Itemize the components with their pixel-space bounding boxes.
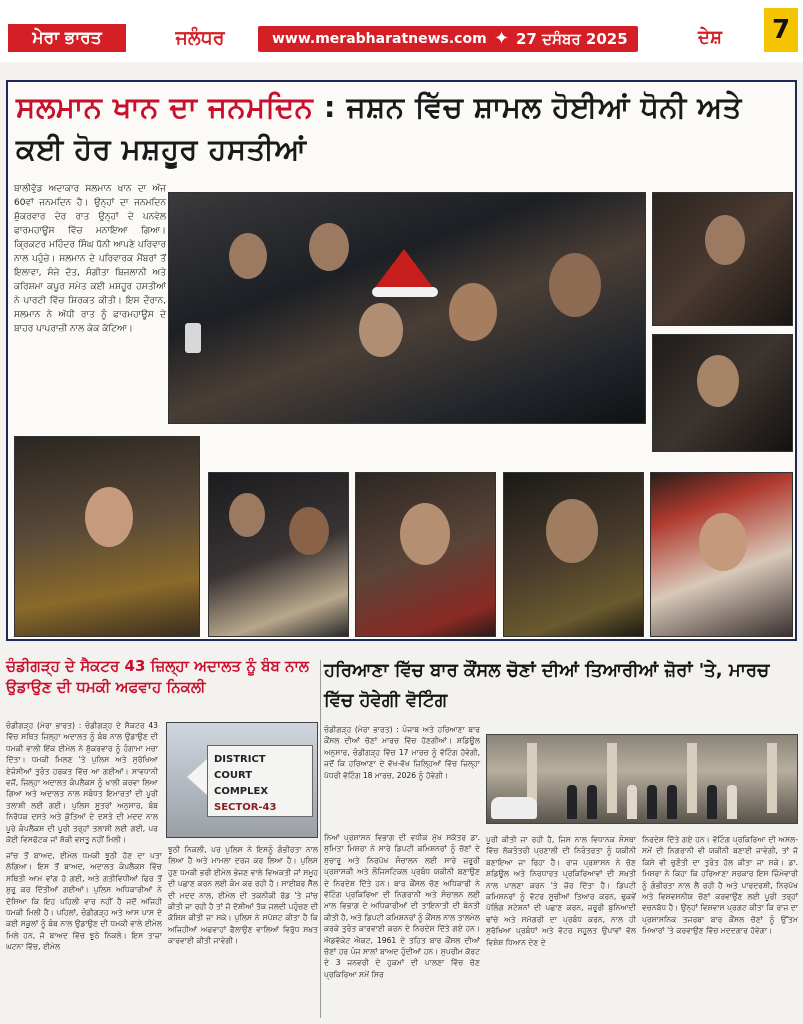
person <box>667 785 677 819</box>
masthead <box>0 0 803 62</box>
pillar <box>607 743 617 813</box>
city-label: ਜਲੰਧਰ <box>175 27 225 49</box>
website-url[interactable]: www.merabharatnews.com <box>272 31 487 47</box>
crowd-face <box>449 283 497 341</box>
car <box>491 797 537 819</box>
santa-hat-icon <box>374 249 434 289</box>
pillar <box>687 743 697 813</box>
photo-salman-crowd[interactable] <box>168 192 646 424</box>
guest-face <box>546 499 598 563</box>
story-body: ਚੰਡੀਗੜ੍ਹ (ਮੇਰਾ ਭਾਰਤ) : ਚੰਡੀਗੜ੍ਹ ਦੇ ਸੈਕਟਰ 43 ਵਿੱਚ ਸਥਿਤ ਜ਼ਿਲ੍ਹਾ ਅਦਾਲਤ ਨੂੰ ਬੰਬ ਨਾਲ ਉਡਾਉਣ ਦੀ ਧਮਕੀ ਵਾਲੀ ਇੱਕ ਈਮੇਲ ਨੇ ਸ਼ੁੱਕਰਵਾਰ ਨੂੰ ਹੰਗਾਮਾ ਮਚਾ ਦਿੱਤਾ। ਧਮਕੀ ਮਿਲਣ 'ਤੇ ਪੁਲਿਸ ਅਤੇ ਸੁਰੱਖਿਆ ਏਜੰਸੀਆਂ ਤੁਰੰਤ ਹਰਕਤ ਵਿੱਚ ਆ ਗਈਆਂ। ਸਾਵਧਾਨੀ ਵਜੋਂ, ਜ਼ਿਲ੍ਹਾ ਅਦਾਲਤ ਕੰਪਲੈਕਸ ਨੂੰ ਖਾਲੀ ਕਰਵਾ ਲਿਆ ਗਿਆ ਅਤੇ ਅਦਾਲਤ ਨਾਲ ਸਬੰਧਤ ਇਮਾਰਤਾਂ ਦੀ ਪੂਰੀ ਤਲਾਸ਼ੀ ਲਈ ਗਈ। ਪੁਲਿਸ ਸੂਤਰਾਂ ਅਨੁਸਾਰ, ਬੰਬ ਨਿਰੋਧਕ ਦਸਤੇ ਅਤੇ ਕੁੱਤਿਆਂ ਦੇ ਦਸਤੇ ਦੀ ਮਦਦ ਨਾਲ ਪੂਰੇ ਕੰਪਲੈਕਸ ਦੀ ਪੂਰੀ ਤਰ੍ਹਾਂ ਤਲਾਸ਼ੀ ਲਈ ਗਈ, ਪਰ ਕੋਈ ਵਿਸਫੋਟਕ ਜਾਂ ਸ਼ੱਕੀ ਵਸਤੂ ਨਹੀਂ ਮਿਲੀ। <box>6 721 158 845</box>
person <box>587 785 597 819</box>
crowd-face <box>359 303 403 357</box>
dutt-face <box>697 355 739 407</box>
issue-date: 27 ਦਸੰਬਰ 2025 <box>516 30 628 48</box>
headline-bar-council-elections[interactable]: ਹਰਿਆਣਾ ਵਿੱਚ ਬਾਰ ਕੌਂਸਲ ਚੋਣਾਂ ਦੀਆਂ ਤਿਆਰੀਆਂ ਜ਼ੋਰਾਂ 'ਤੇ, ਮਾਰਚ ਵਿੱਚ ਹੋਵੇਗੀ ਵੋਟਿੰਗ <box>324 660 770 711</box>
story-bar-council-elections <box>324 656 798 1020</box>
guest-face <box>229 493 265 537</box>
story-body: ਨਿਆਂ ਪ੍ਰਸ਼ਾਸਨ ਵਿਭਾਗ ਦੀ ਵਧੀਕ ਮੁੱਖ ਸਕੱਤਰ ਡਾ. ਸੁਮਿਤਾ ਮਿਸ਼ਰਾ ਨੇ ਸਾਰੇ ਡਿਪਟੀ ਕਮਿਸ਼ਨਰਾਂ ਨੂੰ ਚੋਣਾਂ ਦੇ ਸੁਚਾਰੂ ਅਤੇ ਨਿਰਪੱਖ ਸੰਚਾਲਨ ਲਈ ਸਾਰੇ ਜ਼ਰੂਰੀ ਪ੍ਰਸ਼ਾਸਕੀ ਅਤੇ ਲੌਜਿਸਟਿਕਲ ਪ੍ਰਬੰਧ ਯਕੀਨੀ ਬਣਾਉਣ ਦੇ ਨਿਰਦੇਸ਼ ਦਿੱਤੇ ਹਨ। ਬਾਰ ਕੌਂਸਲ ਚੋਣ ਅਧਿਕਾਰੀ ਨੇ ਵੋਟਿੰਗ ਪ੍ਰਕਿਰਿਆ ਦੀ ਨਿਗਰਾਨੀ ਅਤੇ ਸੰਚਾਲਨ ਲਈ ਮਾਲ ਵਿਭਾਗ ਦੇ ਅਧਿਕਾਰੀਆਂ ਦੀ ਤਾਇਨਾਤੀ ਦੀ ਬੇਨਤੀ ਕੀਤੀ ਹੈ, ਅਤੇ ਡਿਪਟੀ ਕਮਿਸ਼ਨਰਾਂ ਨੂੰ ਕੌਂਸਲ ਨਾਲ ਤਾਲਮੇਲ ਕਰਕੇ ਤੁਰੰਤ ਕਾਰਵਾਈ ਕਰਨ ਦੇ ਨਿਰਦੇਸ਼ ਦਿੱਤੇ ਗਏ ਹਨ। ਐਡਵੋਕੇਟ ਐਕਟ, 1961 ਦੇ ਤਹਿਤ ਬਾਰ ਕੌਂਸਲ ਦੀਆਂ ਚੋਣਾਂ ਹਰ ਪੰਜ ਸਾਲਾਂ ਬਾਅਦ ਹੁੰਦੀਆਂ ਹਨ। ਸੁਪਰੀਮ ਕੋਰਟ ਦੇ 3 ਜਨਵਰੀ ਦੇ ਹੁਕਮਾਂ ਦੀ ਪਾਲਣਾ ਵਿੱਚ ਚੋਣ ਪ੍ਰਕਿਰਿਆ ਸਮੇਂ ਸਿਰ <box>324 833 480 979</box>
story-body: ਪੂਰੀ ਕੀਤੀ ਜਾ ਰਹੀ ਹੈ, ਜਿਸ ਨਾਲ ਵਿਧਾਨਕ ਸੰਸਥਾ ਵਿੱਚ ਲੋਕਤੰਤਰੀ ਪ੍ਰਣਾਲੀ ਦੀ ਨਿਰੰਤਰਤਾ ਨੂੰ ਯਕੀਨੀ ਬਣਾਇਆ ਜਾ ਰਿਹਾ ਹੈ। ਰਾਜ ਪ੍ਰਸ਼ਾਸਨ ਨੇ ਚੋਣ ਸ਼ਡਿਊਲ ਅਤੇ ਨਿਰਧਾਰਤ ਪ੍ਰਕਿਰਿਆਵਾਂ ਦੀ ਸਖ਼ਤੀ ਨਾਲ ਪਾਲਣਾ ਕਰਨ 'ਤੇ ਜ਼ੋਰ ਦਿੱਤਾ ਹੈ। ਡਿਪਟੀ ਕਮਿਸ਼ਨਰਾਂ ਨੂੰ ਵੋਟਰ ਸੂਚੀਆਂ ਤਿਆਰ ਕਰਨ, ਢੁਕਵੇਂ ਪੋਲਿੰਗ ਸਟੇਸ਼ਨਾਂ ਦੀ ਪਛਾਣ ਕਰਨ, ਜ਼ਰੂਰੀ ਬੁਨਿਆਦੀ ਢਾਂਚੇ ਅਤੇ ਸਮੱਗਰੀ ਦਾ ਪ੍ਰਬੰਧ ਕਰਨ, ਨਾਲ ਹੀ ਸੁਰੱਖਿਆ ਪ੍ਰਬੰਧਾਂ ਅਤੇ ਵੋਟਰ ਸਹੂਲਤ ਉਪਾਵਾਂ ਵੱਲ ਵਿਸ਼ੇਸ਼ ਧਿਆਨ ਦੇਣ ਦੇ <box>486 835 636 947</box>
photo-guest-3[interactable] <box>503 472 644 637</box>
story-intro: ਬਾਲੀਵੁੱਡ ਅਦਾਕਾਰ ਸਲਮਾਨ ਖਾਨ ਦਾ ਅੱਜ 60ਵਾਂ ਜਨਮਦਿਨ ਹੈ। ਉਨ੍ਹਾਂ ਦਾ ਜਨਮਦਿਨ ਸ਼ੁੱਕਰਵਾਰ ਦੇਰ ਰਾਤ ਉਨ੍ਹਾਂ ਦੇ ਪਨਵੇਲ ਫਾਰਮਹਾਊਸ ਵਿੱਚ ਮਨਾਇਆ ਗਿਆ। ਕ੍ਰਿਕਟਰ ਮਹਿੰਦਰ ਸਿੰਘ ਧੋਨੀ ਆਪਣੇ ਪਰਿਵਾਰ ਨਾਲ ਪਹੁੰਚੇ। ਸਲਮਾਨ ਦੇ ਪਰਿਵਾਰਕ ਮੈਂਬਰਾਂ ਤੋਂ ਇਲਾਵਾ, ਸੰਜੇ ਦੱਤ, ਸੰਗੀਤਾ ਬਿਜਲਾਨੀ ਅਤੇ ਕਰਿਸ਼ਮਾ ਕਪੂਰ ਸਮੇਤ ਕਈ ਮਸ਼ਹੂਰ ਹਸਤੀਆਂ ਨੇ ਪਾਰਟੀ ਵਿੱਚ ਸ਼ਿਰਕਤ ਕੀਤੀ। ਇਸ ਦੌਰਾਨ, ਸਲਮਾਨ ਨੇ ਅੱਧੀ ਰਾਤ ਨੂੰ ਫਾਰਮਹਾਊਸ ਦੇ ਬਾਹਰ ਪਾਪਰਾਜ਼ੀ ਨਾਲ ਕੇਕ ਕੱਟਿਆ। <box>14 184 166 334</box>
signboard-line: COMPLEX <box>214 786 269 797</box>
pillar <box>767 743 777 813</box>
person <box>727 785 737 819</box>
page-number: 7 <box>764 8 798 52</box>
brand-logo[interactable]: ਮੇਰਾ ਭਾਰਤ <box>8 24 126 52</box>
photo-sanjay-dutt[interactable] <box>652 334 793 452</box>
headline-court-bomb-threat[interactable]: ਚੰਡੀਗੜ੍ਹ ਦੇ ਸੈਕਟਰ 43 ਜ਼ਿਲ੍ਹਾ ਅਦਾਲਤ ਨੂੰ ਬੰਬ ਨਾਲ ਉਡਾਉਣ ਦੀ ਧਮਕੀ ਅਫਵਾਹ ਨਿਕਲੀ <box>6 657 309 696</box>
story-court-bomb-threat <box>6 656 318 1020</box>
headline-salman-birthday[interactable] <box>16 86 791 170</box>
court-signboard <box>207 745 313 817</box>
photo-district-court[interactable] <box>166 722 318 838</box>
guest-face <box>400 503 450 565</box>
person <box>707 785 717 819</box>
photo-guest-2[interactable] <box>355 472 496 637</box>
story-body: ਜਾਂਚ ਤੋਂ ਬਾਅਦ, ਈਮੇਲ ਧਮਕੀ ਝੂਠੀ ਹੋਣ ਦਾ ਪਤਾ ਲੱਗਿਆ। ਇਸ ਤੋਂ ਬਾਅਦ, ਅਦਾਲਤ ਕੰਪਲੈਕਸ ਵਿੱਚ ਸਥਿਤੀ ਆਮ ਵਾਂਗ ਹੋ ਗਈ, ਅਤੇ ਗਤੀਵਿਧੀਆਂ ਫਿਰ ਤੋਂ ਸ਼ੁਰੂ ਕਰ ਦਿੱਤੀਆਂ ਗਈਆਂ। ਪੁਲਿਸ ਅਧਿਕਾਰੀਆਂ ਨੇ ਦੱਸਿਆ ਕਿ ਇਹ ਪਹਿਲੀ ਵਾਰ ਨਹੀਂ ਹੈ ਜਦੋਂ ਅਜਿਹੀ ਧਮਕੀ ਮਿਲੀ ਹੈ। ਪਹਿਲਾਂ, ਚੰਡੀਗੜ੍ਹ ਅਤੇ ਆਸ ਪਾਸ ਦੇ ਕਈ ਸਕੂਲਾਂ ਨੂੰ ਬੰਬ ਨਾਲ ਉਡਾਉਣ ਦੀ ਧਮਕੀ ਵਾਲੇ ਈਮੇਲ ਮਿਲੇ ਹਨ, ਜੋ ਬਾਅਦ ਵਿੱਚ ਝੂਠੇ ਨਿਕਲੇ। ਇਸ ਤਾਜ਼ਾ ਘਟਨਾ ਵਿੱਚ, ਈਮੇਲ <box>6 851 162 952</box>
arrow-sign-icon <box>187 759 207 795</box>
masthead-info-bar <box>258 26 638 52</box>
photo-bar-council-meeting[interactable] <box>486 734 798 824</box>
star-icon: ✦ <box>494 28 510 49</box>
story-body: ਝੂਠੀ ਨਿਕਲੀ, ਪਰ ਪੁਲਿਸ ਨੇ ਇਸਨੂੰ ਗੰਭੀਰਤਾ ਨਾਲ ਲਿਆ ਹੈ ਅਤੇ ਮਾਮਲਾ ਦਰਜ ਕਰ ਲਿਆ ਹੈ। ਪੁਲਿਸ ਹੁਣ ਧਮਕੀ ਭਰੀ ਈਮੇਲ ਭੇਜਣ ਵਾਲੇ ਵਿਅਕਤੀ ਜਾਂ ਸਮੂਹ ਦੀ ਪਛਾਣ ਕਰਨ ਲਈ ਕੰਮ ਕਰ ਰਹੀ ਹੈ। ਸਾਈਬਰ ਸੈੱਲ ਦੀ ਮਦਦ ਨਾਲ, ਈਮੇਲ ਦੀ ਤਕਨੀਕੀ ਰੋਡ 'ਤੇ ਜਾਂਚ ਕੀਤੀ ਜਾ ਰਹੀ ਹੈ ਤਾਂ ਜੋ ਦੋਸ਼ੀਆਂ ਤੱਕ ਜਲਦੀ ਪਹੁੰਚਣ ਦੀ ਕੋਸ਼ਿਸ਼ ਕੀਤੀ ਜਾ ਸਕੇ। ਪੁਲਿਸ ਨੇ ਸਪੱਸ਼ਟ ਕੀਤਾ ਹੈ ਕਿ ਅਜਿਹੀਆਂ ਅਫਵਾਹਾਂ ਫੈਲਾਉਣ ਵਾਲਿਆਂ ਵਿਰੁੱਧ ਸਖ਼ਤ ਕਾਰਵਾਈ ਕੀਤੀ ਜਾਵੇਗੀ। <box>168 845 318 946</box>
story-salman-birthday <box>6 80 797 641</box>
crowd-face <box>549 253 601 317</box>
person <box>647 785 657 819</box>
guest-face <box>699 513 747 571</box>
headline-highlight: ਸਲਮਾਨ ਖਾਨ ਦਾ ਜਨਮਦਿਨ <box>16 90 314 124</box>
guest-face <box>289 507 329 555</box>
story-body: ਚੰਡੀਗੜ੍ਹ (ਮੇਰਾ ਭਾਰਤ) : ਪੰਜਾਬ ਅਤੇ ਹਰਿਆਣਾ ਬਾਰ ਕੌਂਸਲ ਦੀਆਂ ਚੋਣਾਂ ਮਾਰਚ ਵਿੱਚ ਹੋਣਗੀਆਂ। ਸ਼ਡਿਊਲ ਅਨੁਸਾਰ, ਚੰਡੀਗੜ੍ਹ ਵਿੱਚ 17 ਮਾਰਚ ਨੂੰ ਵੋਟਿੰਗ ਹੋਵੇਗੀ, ਜਦੋਂ ਕਿ ਹਰਿਆਣਾ ਦੇ ਵੱਖ-ਵੱਖ ਜ਼ਿਲ੍ਹਿਆਂ ਵਿੱਚ ਜ਼ਿਲ੍ਹਾ ਪੱਧਰੀ ਵੋਟਿੰਗ 18 ਮਾਰਚ, 2026 ਨੂੰ ਹੋਵੇਗੀ। <box>324 725 480 780</box>
photo-dhoni[interactable] <box>652 192 793 326</box>
signboard-line: SECTOR-43 <box>214 802 277 813</box>
crowd-face <box>309 223 349 271</box>
photo-guest-4[interactable] <box>650 472 793 637</box>
phone-icon <box>185 323 201 353</box>
photo-guest-1[interactable] <box>208 472 349 637</box>
crowd-face <box>229 233 267 279</box>
santa-hat-brim <box>372 287 438 297</box>
dhoni-face <box>705 215 745 265</box>
person <box>627 785 637 819</box>
sangeeta-face <box>85 487 133 547</box>
column-divider <box>320 660 321 1018</box>
person <box>567 785 577 819</box>
photo-sangeeta-bijlani[interactable] <box>14 436 200 637</box>
section-label: ਦੇਸ਼ <box>698 27 722 48</box>
signboard-line: DISTRICT COURT <box>214 754 266 781</box>
headline-rest: : ਜਸ਼ਨ ਵਿੱਚ ਸ਼ਾਮਲ ਹੋਈਆਂ ਧੋਨੀ ਅਤੇ ਕਈ ਹੋਰ ਮਸ਼ਹੂਰ ਹਸਤੀਆਂ <box>16 90 742 166</box>
story-body: ਨਿਰਦੇਸ਼ ਦਿੱਤੇ ਗਏ ਹਨ। ਵੋਟਿੰਗ ਪ੍ਰਕਿਰਿਆ ਦੀ ਅਸਲ-ਸਮੇਂ ਦੀ ਨਿਗਰਾਨੀ ਵੀ ਯਕੀਨੀ ਬਣਾਈ ਜਾਵੇਗੀ, ਤਾਂ ਜੋ ਕਿਸੇ ਵੀ ਚੁਣੌਤੀ ਦਾ ਤੁਰੰਤ ਹੱਲ ਕੀਤਾ ਜਾ ਸਕੇ। ਡਾ. ਮਿਸ਼ਰਾ ਨੇ ਕਿਹਾ ਕਿ ਹਰਿਆਣਾ ਸਰਕਾਰ ਇਸ ਜ਼ਿੰਮੇਵਾਰੀ ਨੂੰ ਗੰਭੀਰਤਾ ਨਾਲ ਲੈ ਰਹੀ ਹੈ ਅਤੇ ਪਾਰਦਰਸ਼ੀ, ਨਿਰਪੱਖ ਅਤੇ ਵਿਸ਼ਵਸਨੀਯ ਚੋਣਾਂ ਕਰਵਾਉਣ ਲਈ ਪੂਰੀ ਤਰ੍ਹਾਂ ਵਚਨਬੱਧ ਹੈ। ਉਨ੍ਹਾਂ ਵਿਸ਼ਵਾਸ ਪ੍ਰਗਟ ਕੀਤਾ ਕਿ ਰਾਜ ਦਾ ਪ੍ਰਸ਼ਾਸਨਿਕ ਤਜਰਬਾ ਬਾਰ ਕੌਂਸਲ ਚੋਣਾਂ ਨੂੰ ਉੱਤਮ ਮਿਆਰਾਂ 'ਤੇ ਕਰਵਾਉਣ ਵਿੱਚ ਮਦਦਗਾਰ ਹੋਵੇਗਾ। <box>642 835 798 936</box>
